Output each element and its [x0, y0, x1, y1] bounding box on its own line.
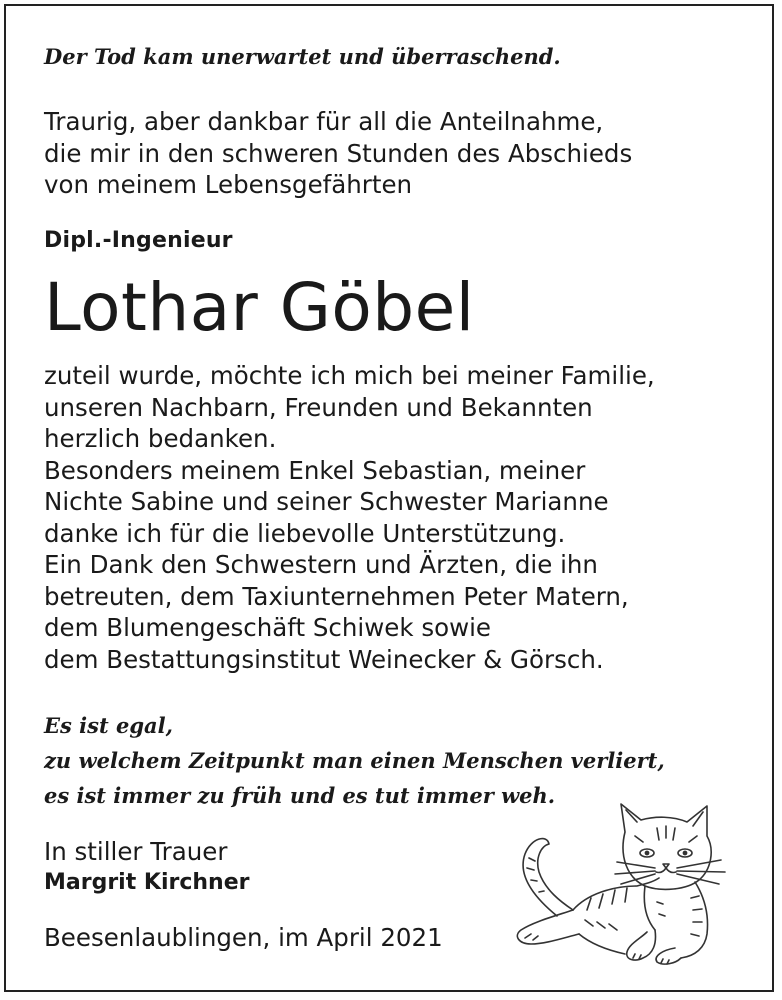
signer-name: Margrit Kirchner [44, 870, 250, 895]
body-line: unseren Nachbarn, Freunden und Bekannten [44, 392, 593, 422]
mourning-label: In stiller Trauer [44, 837, 228, 866]
body-line: Nichte Sabine und seiner Schwester Marianne [44, 487, 609, 516]
body-line: danke ich für die liebevolle Unterstützung. [44, 518, 566, 548]
quote-line: Es ist egal, [44, 713, 173, 738]
intro-line: von meinem Lebensgefährten [44, 170, 413, 199]
body-line: zuteil wurde, möchte ich mich bei meiner Familie, [44, 361, 655, 390]
body-line: herzlich bedanken. [44, 424, 277, 453]
body-line: betreuten, dem Taxiunternehmen Peter Matern, [44, 581, 629, 611]
deceased-name: Lothar Göbel [44, 269, 475, 346]
place-date: Beesenlaublingen, im April 2021 [44, 923, 443, 952]
thanks-paragraph [44, 360, 655, 675]
cat-drawing-icon [495, 798, 745, 976]
body-line: Besonders meinem Enkel Sebastian, meiner [44, 455, 586, 485]
intro-heading: Der Tod kam unerwartet und überraschend. [44, 44, 561, 69]
intro-paragraph [44, 106, 632, 201]
quote-line: es ist immer zu früh und es tut immer weh. [44, 783, 556, 808]
intro-line: Traurig, aber dankbar für all die Anteilnahme, [44, 107, 604, 136]
intro-line: die mir in den schweren Stunden des Abschieds [44, 138, 633, 168]
body-line: dem Blumengeschäft Schiwek sowie [44, 613, 491, 642]
academic-title: Dipl.-Ingenieur [44, 228, 233, 253]
body-line: dem Bestattungsinstitut Weinecker & Görsch. [44, 644, 604, 674]
quote-line: zu welchem Zeitpunkt man einen Menschen verliert, [44, 748, 665, 773]
body-line: Ein Dank den Schwestern und Ärzten, die ihn [44, 550, 598, 579]
